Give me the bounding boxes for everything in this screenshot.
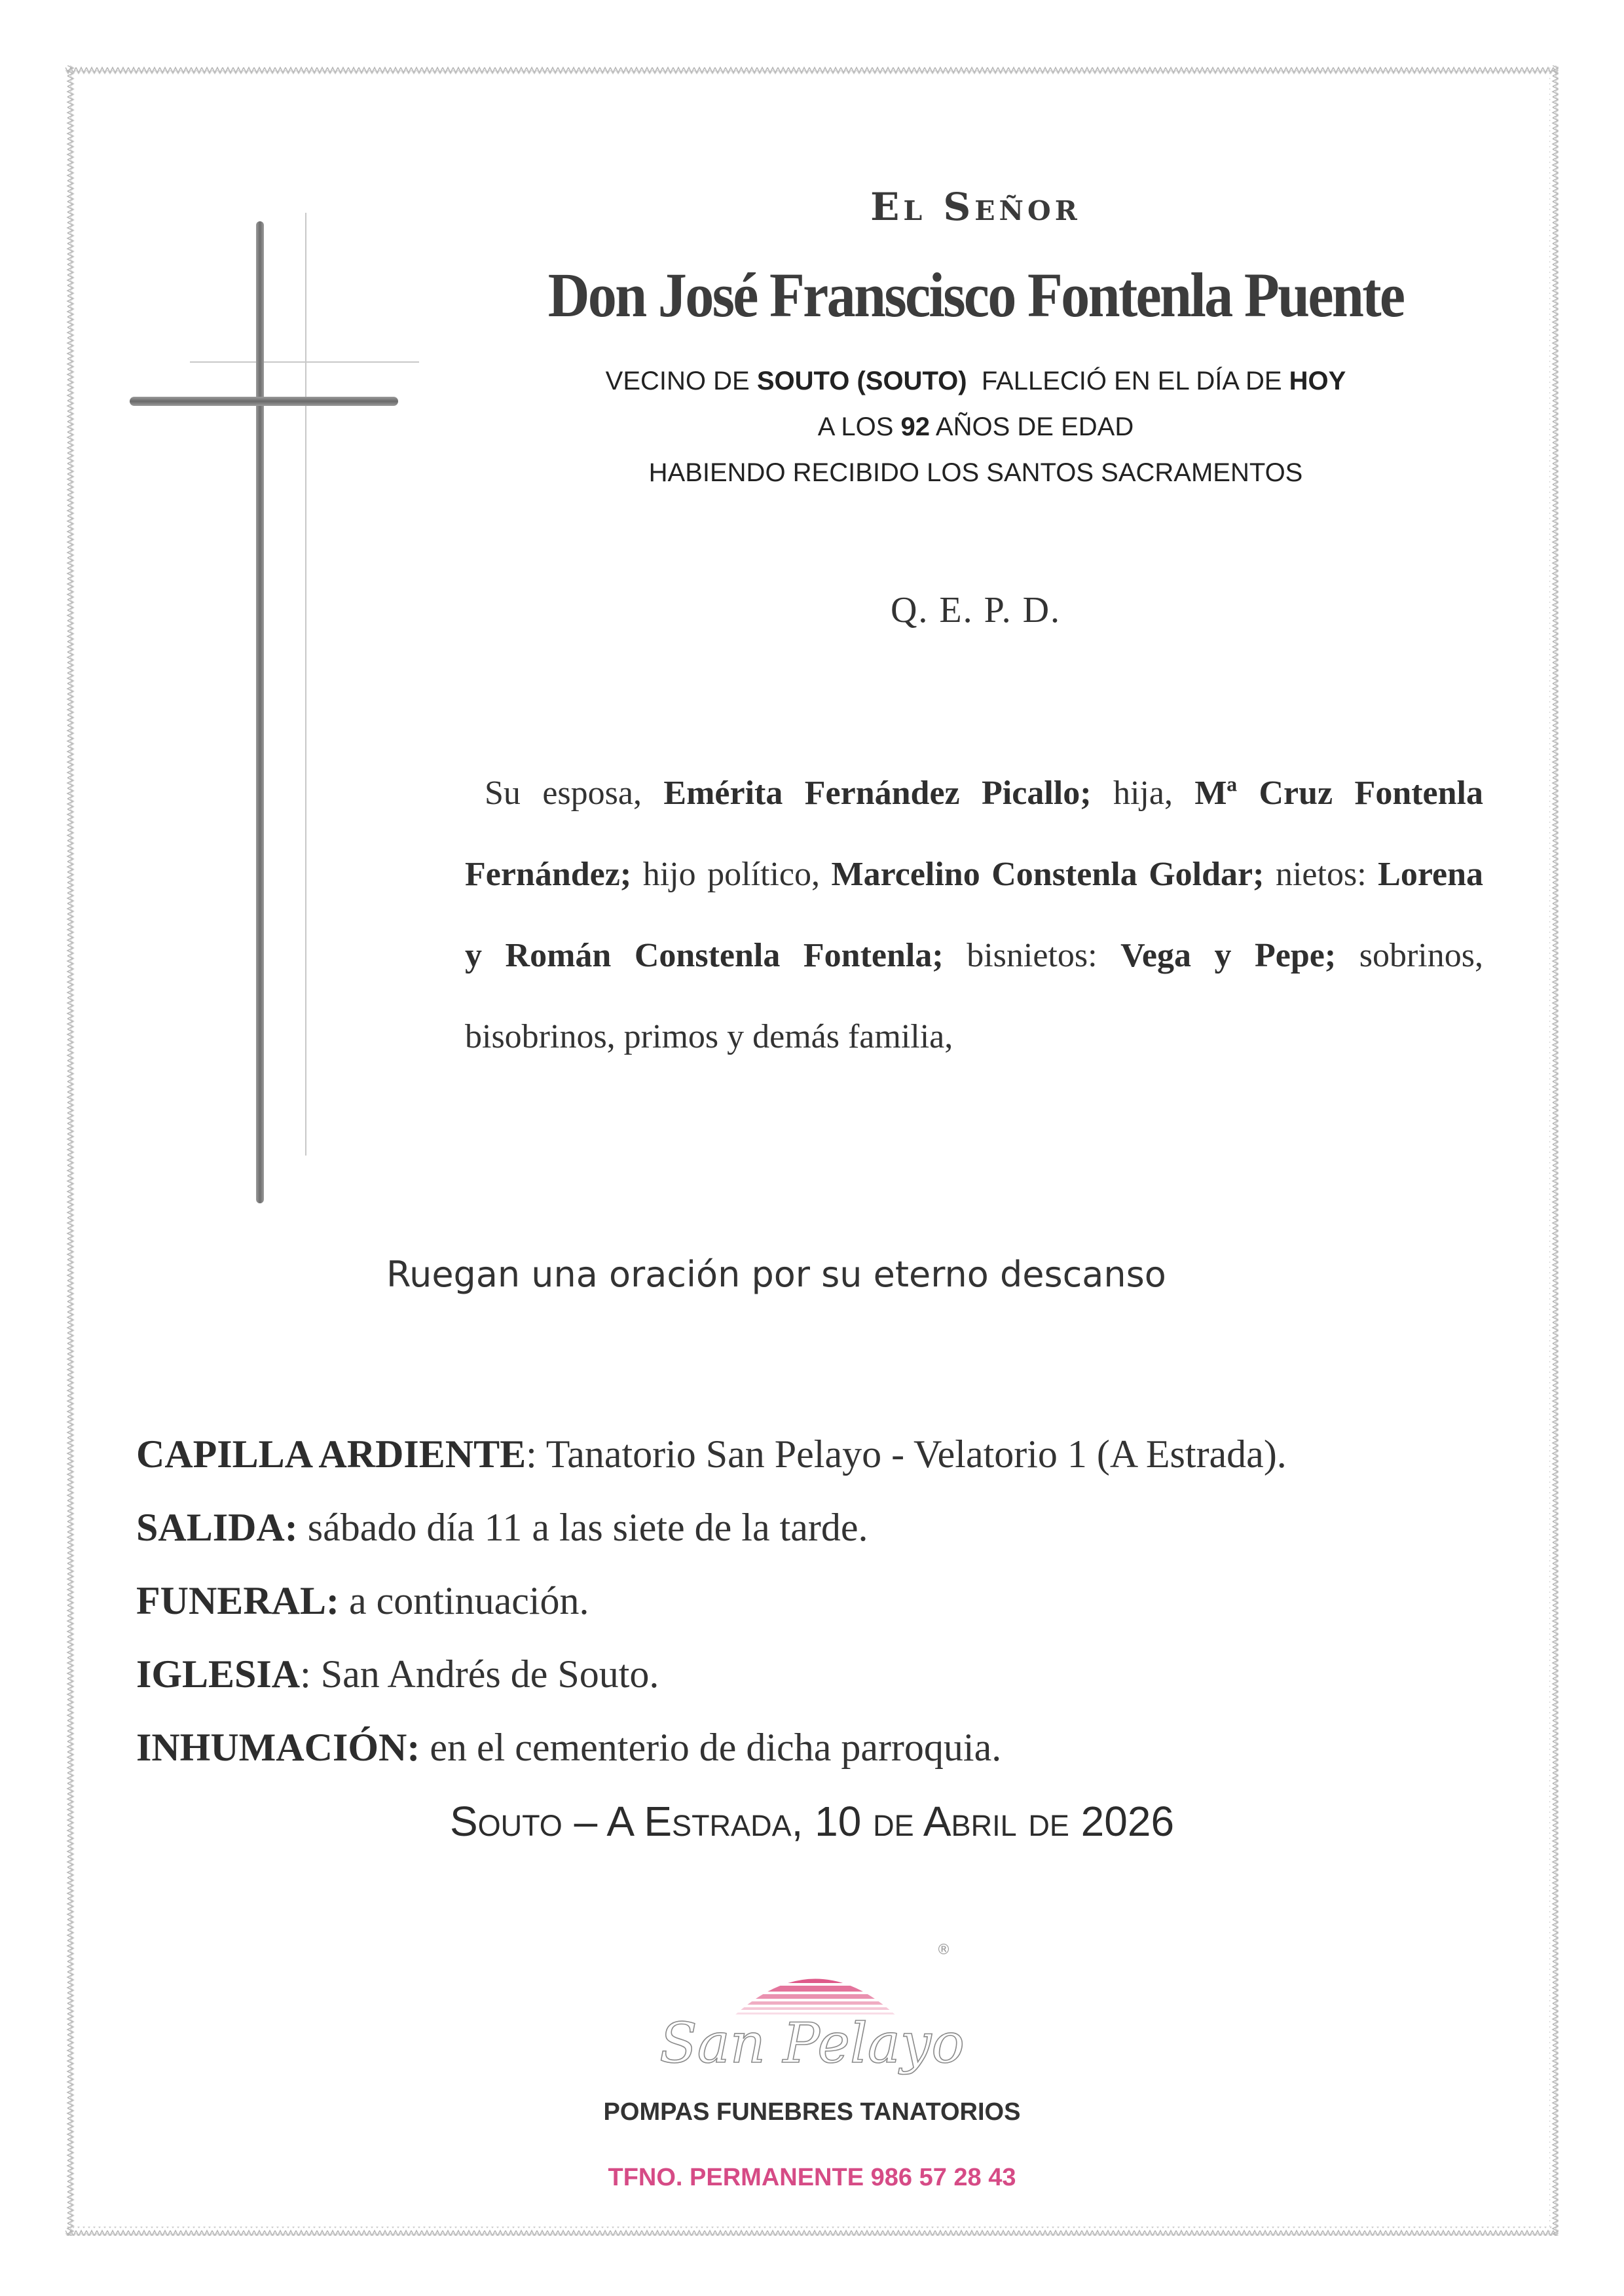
honorific-heading: El Señor: [870, 185, 1081, 229]
san-pelayo-logo: [655, 1922, 969, 2118]
family-paragraph: Su esposa, Emérita Fernández Picallo; hija, Mª Cruz Fontenla Fernández; hijo político, Marcelino Constenla Goldar; nietos: Lorena y Román Constenla Fontenla; bisnietos: Vega y Pepe; sobrinos, bisobrinos, primos y demás familia,: [465, 774, 1483, 1055]
detail-church: IGLESIA: San Andrés de Souto.: [136, 1652, 659, 1696]
place-and-date: Souto – A Estrada, 10 de Abril de 2026: [449, 1798, 1175, 1845]
detail-chapel: CAPILLA ARDIENTE: Tanatorio San Pelayo - Velatorio 1 (A Estrada).: [136, 1432, 1287, 1476]
company-tagline: POMPAS FUNEBRES TANATORIOS: [603, 2098, 1021, 2126]
sacraments-line: HABIENDO RECIBIDO LOS SANTOS SACRAMENTOS: [648, 458, 1303, 487]
residence-line: VECINO DE SOUTO (SOUTO) FALLECIÓ EN EL DÍA DE HOY: [605, 367, 1346, 395]
prayer-request: Ruegan una oración por su eterno descanso: [386, 1254, 1166, 1295]
detail-departure: SALIDA: sábado día 11 a las siete de la tarde.: [136, 1506, 868, 1549]
detail-burial: INHUMACIÓN: en el cementerio de dicha parroquia.: [136, 1726, 1002, 1769]
cross-icon-vertical-bar: [256, 221, 264, 1203]
age-line: A LOS 92 AÑOS DE EDAD: [817, 412, 1134, 441]
detail-funeral: FUNERAL: a continuación.: [136, 1579, 589, 1622]
service-details: [136, 1417, 1511, 1784]
cross-guide-line-vertical: [305, 213, 306, 1156]
cross-guide-line-horizontal: [190, 361, 419, 363]
deceased-name: Don José Franscisco Fontenla Puente: [547, 260, 1404, 330]
qepd: Q. E. P. D.: [890, 590, 1061, 630]
logo-text: San Pelayo: [659, 2011, 965, 2075]
cross-icon-horizontal-bar: [130, 397, 398, 406]
company-phone: TFNO. PERMANENTE 986 57 28 43: [608, 2164, 1016, 2191]
registered-mark: ®: [936, 1942, 951, 1958]
